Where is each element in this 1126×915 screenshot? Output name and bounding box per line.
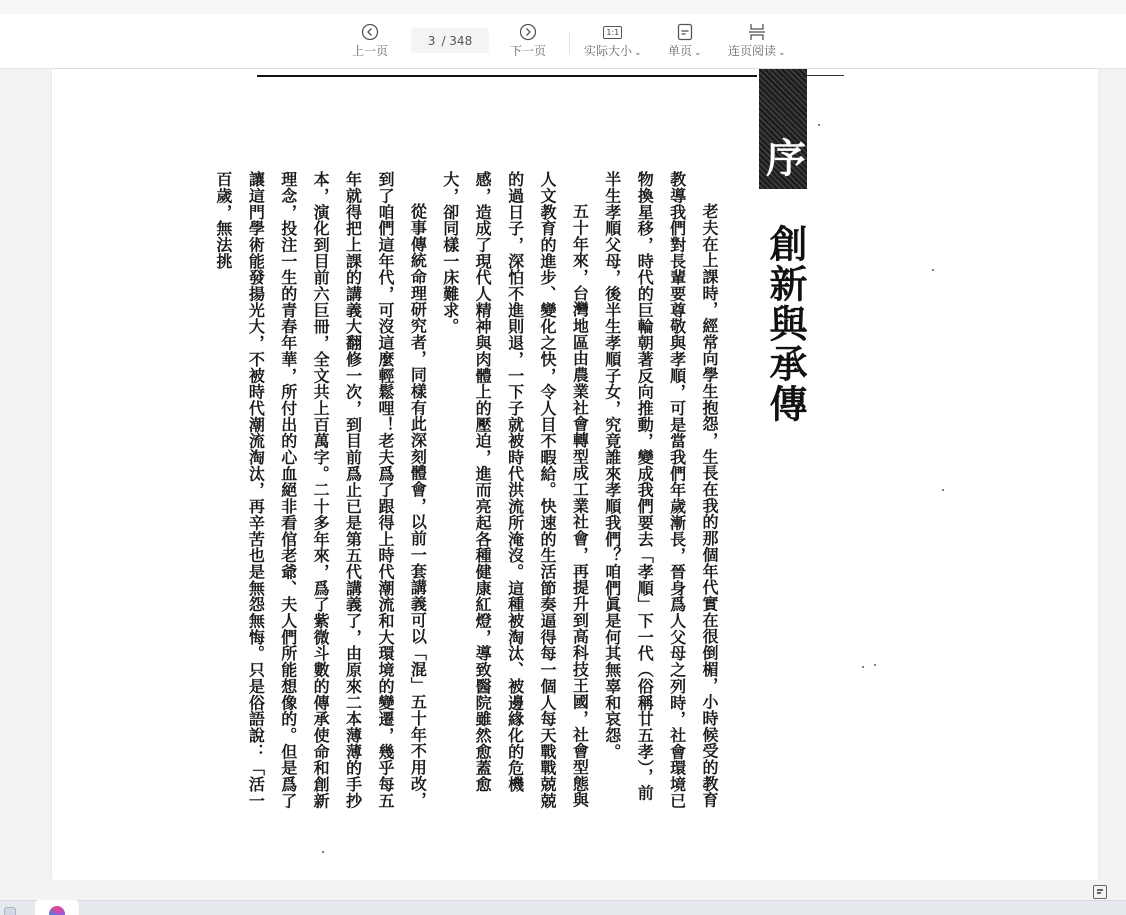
scan-speck xyxy=(862,666,864,668)
taskbar xyxy=(0,900,1126,915)
preface-heading-box xyxy=(759,69,807,189)
chapter-title: 創新與承傳 xyxy=(763,224,808,424)
document-viewer[interactable] xyxy=(0,69,1126,880)
prev-page-button[interactable] xyxy=(352,22,388,59)
scan-speck xyxy=(818,124,820,126)
prev-page-label: 上一页 xyxy=(352,44,389,58)
bookmark-panel-icon[interactable] xyxy=(1093,885,1107,899)
body-text xyxy=(213,171,725,816)
zoom-label: 实际大小 xyxy=(584,44,633,58)
next-page-button[interactable] xyxy=(510,22,546,59)
actual-size-icon-text: 1:1 xyxy=(603,26,622,39)
continuous-page-icon xyxy=(748,22,766,42)
scan-speck xyxy=(942,489,944,491)
chevron-down-icon: ⌄ xyxy=(694,48,702,58)
page-top-rule xyxy=(257,75,757,77)
scan-speck xyxy=(874,664,876,666)
chevron-down-icon: ⌄ xyxy=(634,48,642,58)
chevron-left-circle-icon xyxy=(361,22,379,42)
document-page xyxy=(52,69,1098,880)
continuous-reading-button[interactable] xyxy=(728,22,786,61)
taskbar-app-icon[interactable] xyxy=(4,907,16,915)
toolbar xyxy=(0,0,1126,69)
continuous-label: 连页阅读 xyxy=(728,44,777,58)
status-bar xyxy=(0,880,1126,900)
preface-heading: 序 xyxy=(759,137,807,177)
paragraph: 五十年來，台灣地區由農業社會轉型成工業社會，再提升到高科技王國，社會型態與人文教育的進步、變化之快，令人目不暇給。快速的生活節奏逼得每一個人每天戰戰兢兢的過日子，深怕不進則退，一下子就被時代洪流所淹沒。這種被淘汰、被邊緣化的危機感，造成了現代人精神與肉體上的壓迫，進而亮起各種健康紅燈，導致醫院雖然愈蓋愈大，卻同樣一床難求。 xyxy=(440,171,590,809)
actual-size-icon xyxy=(603,22,622,42)
chevron-right-circle-icon xyxy=(519,22,537,42)
chevron-down-icon: ⌄ xyxy=(778,48,786,58)
paragraph: 老夫在上課時，經常向學生抱怨，生長在我的那個年代實在很倒楣，小時候受的教育教導我們對長輩要尊敬與孝順，可是當我們年歲漸長，晉身爲人父母之列時，社會環境已物換星移，時代的巨輪朝著反向推動，變成我們要去「孝順」下一代（俗稱廿五孝），前半生孝順父母，後半生孝順子女，究竟誰來孝順我們？咱們眞是何其無辜和哀怨。 xyxy=(602,171,719,809)
total-pages-value: / 348 xyxy=(441,33,473,48)
zoom-actual-size-button[interactable] xyxy=(584,22,642,61)
window-strip xyxy=(0,0,1126,14)
paragraph: 從事傳統命理研究者，同樣有此深刻體會，以前一套講義可以「混」五十年不用改，到了咱們這年代，可沒這麼輕鬆哩！老夫爲了跟得上時代潮流和大環境的變遷，幾乎每五年就得把上課的講義大翻修一次，到目前爲止已是第五代講義了，由原來二本薄薄的手抄本，演化到目前六巨冊，全文共上百萬字。二十多年來，爲了紫微斗數的傳承使命和創新理念，投注一生的青春年華，所付出的心血絕非看倌老爺、夫人們所能想像的。但是爲了讓這門學術能發揚光大，不被時代潮流淘汰，再辛苦也是無怨無悔。只是俗語說：「活一百歲，無法挑 xyxy=(213,171,428,809)
scan-speck xyxy=(322,851,324,853)
single-page-icon xyxy=(677,22,693,42)
toolbar-divider xyxy=(569,32,570,54)
next-page-label: 下一页 xyxy=(510,44,547,58)
page-number-field[interactable] xyxy=(411,28,489,53)
current-page-value[interactable]: 3 xyxy=(427,33,436,48)
scan-speck xyxy=(932,269,934,271)
browser-app-icon[interactable] xyxy=(49,906,65,915)
single-page-label: 单页 xyxy=(668,44,693,58)
single-page-button[interactable] xyxy=(668,22,702,61)
